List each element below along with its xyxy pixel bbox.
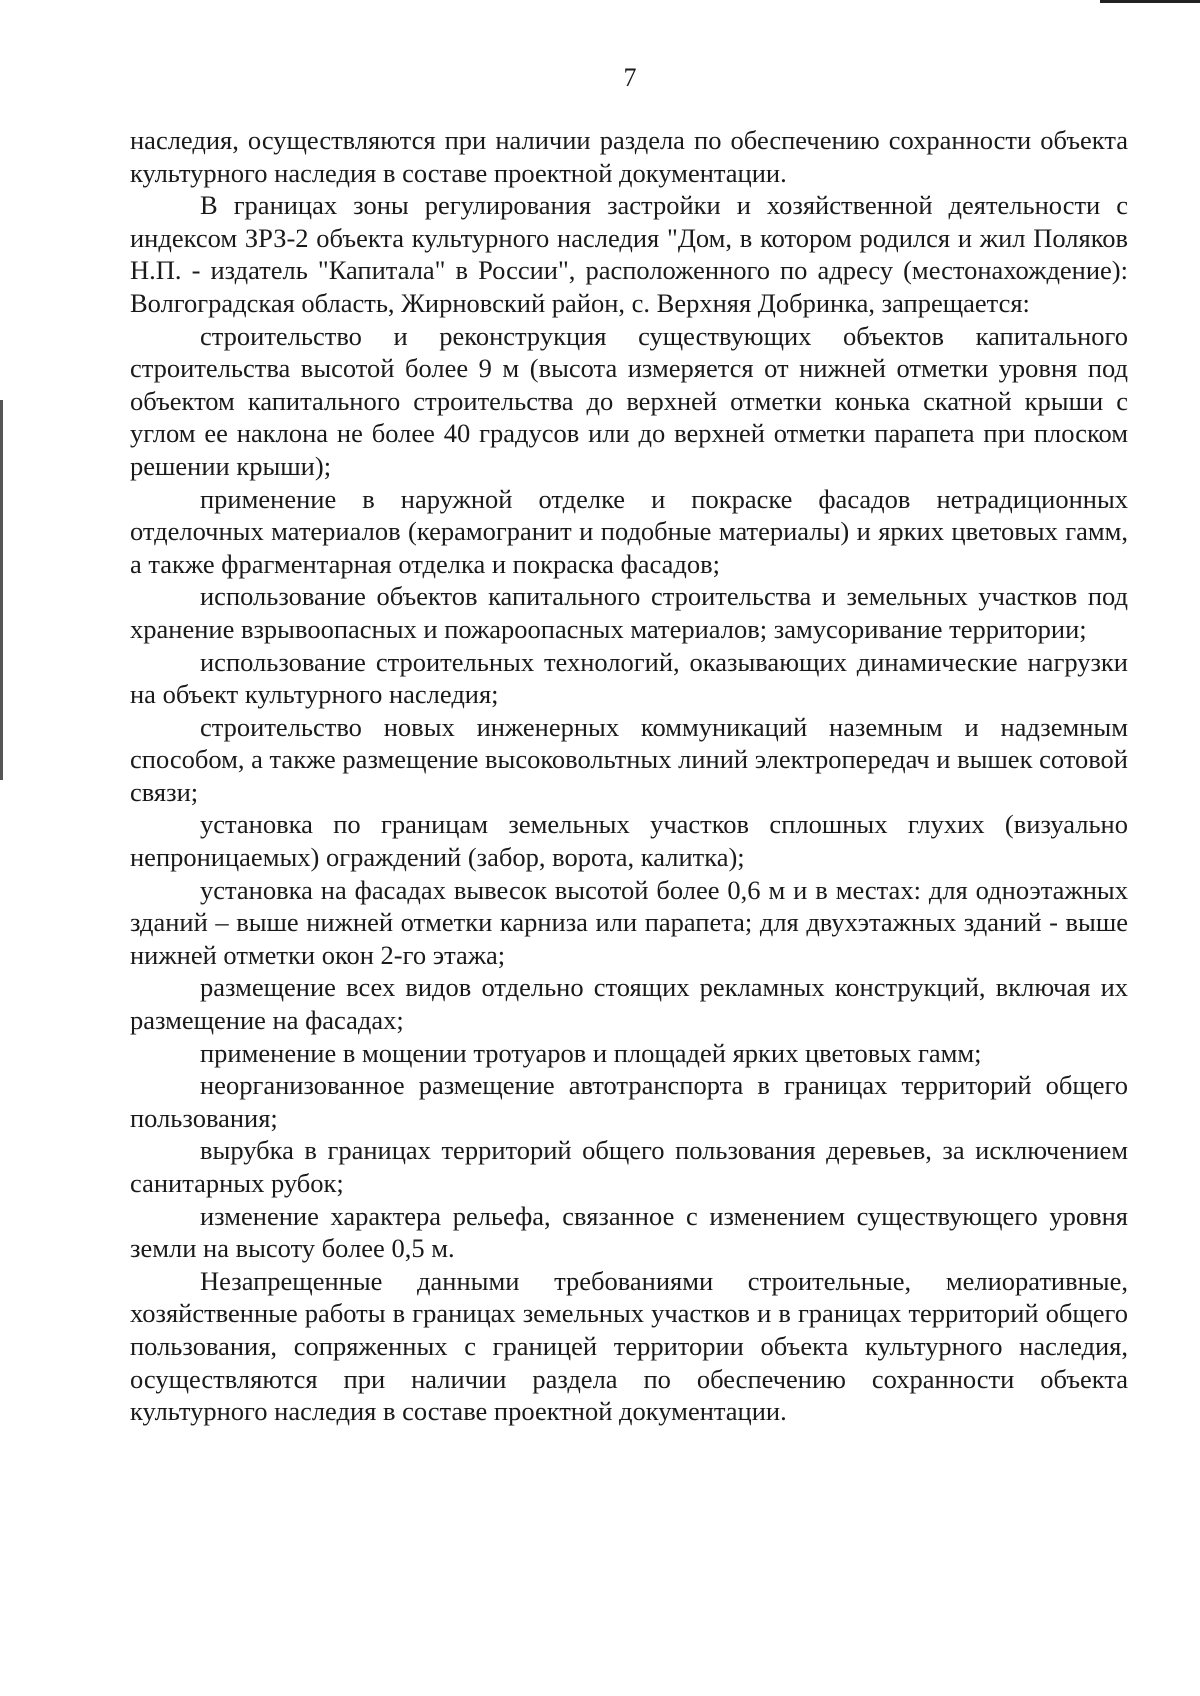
- list-item: изменение характера рельефа, связанное с изменением существующего уровня земли на высоту более 0,5 м.: [130, 1200, 1128, 1264]
- list-item: применение в наружной отделке и покраске фасадов нетрадиционных отделочных материалов (керамогранит и подобные материалы) и ярких цветовых гамм, а также фрагментарная отделка и покраска фасадов;: [130, 483, 1128, 579]
- paragraph: Незапрещенные данными требованиями строительные, мелиоративные, хозяйственные работы в границах земельных участков и в границах территорий общего пользования, сопряженных с границей территории объекта культурного наследия, осуществляются при наличии раздела по обеспечению сохранности объекта культурного наследия в составе проектной документации.: [130, 1265, 1128, 1427]
- list-item: вырубка в границах территорий общего пользования деревьев, за исключением санитарных рубок;: [130, 1135, 1128, 1198]
- list-item: строительство и реконструкция существующих объектов капитального строительства высотой более 9 м (высота измеряется от нижней отметки уровня под объектом капитального строительства до верхней отметки конька скатной крыши с углом ее наклона не более 40 градусов или до верхней отметки парапета при плоском решении крыши);: [130, 320, 1128, 481]
- list-item: использование строительных технологий, оказывающих динамические нагрузки на объект культурного наследия;: [130, 646, 1128, 710]
- scan-edge-mark: [0, 400, 3, 780]
- list-item: установка по границам земельных участков сплошных глухих (визуально непроницаемых) ограждений (забор, ворота, калитка);: [130, 809, 1128, 873]
- list-item: строительство новых инженерных коммуникаций наземным и надземным способом, а также размещение высоковольтных линий электропередач и вышек сотовой связи;: [130, 711, 1128, 807]
- list-item: применение в мощении тротуаров и площадей ярких цветовых гамм;: [200, 1037, 982, 1068]
- list-item: неорганизованное размещение автотранспорта в границах территорий общего пользования;: [130, 1070, 1128, 1133]
- list-item: установка на фасадах вывесок высотой более 0,6 м и в местах: для одноэтажных зданий – выше нижней отметки карниза или парапета; для двухэтажных зданий - выше нижней отметки окон 2-го этажа;: [130, 874, 1128, 970]
- document-body: [130, 124, 1128, 1428]
- list-item: размещение всех видов отдельно стоящих рекламных конструкций, включая их размещение на фасадах;: [130, 972, 1128, 1036]
- paragraph: В границах зоны регулирования застройки и хозяйственной деятельности с индексом ЗРЗ-2 объекта культурного наследия "Дом, в котором родился и жил Поляков Н.П. - издатель "Капитала" в России", расположенного по адресу (местонахождение): Волгоградская область, Жирновский район, с. Верхняя Добринка, запрещается:: [130, 190, 1128, 318]
- list-item: использование объектов капитального строительства и земельных участков под хранение взрывоопасных и пожароопасных материалов; замусоривание территории;: [130, 581, 1128, 644]
- scan-edge-mark: [1100, 0, 1200, 3]
- paragraph: наследия, осуществляются при наличии раздела по обеспечению сохранности объекта культурного наследия в составе проектной документации.: [130, 125, 1128, 188]
- page-number: 7: [623, 63, 637, 92]
